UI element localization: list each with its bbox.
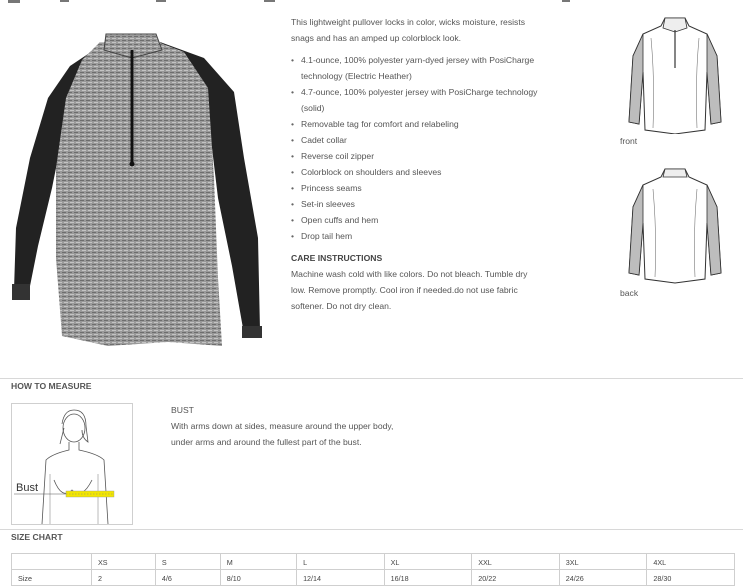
size-header-cell: XL <box>384 554 472 570</box>
feature-item: • Reverse coil zipper <box>291 148 541 164</box>
product-photo <box>8 28 270 350</box>
size-header-cell: 3XL <box>559 554 647 570</box>
front-sketch <box>625 12 725 134</box>
feature-item: • Open cuffs and hem <box>291 212 541 228</box>
how-to-measure-heading: HOW TO MEASURE <box>11 381 92 391</box>
back-sketch <box>625 165 725 287</box>
size-value-cell: 16/18 <box>384 570 472 586</box>
back-label: back <box>620 288 639 298</box>
size-value-cell: 12/14 <box>297 570 385 586</box>
feature-item: • Cadet collar <box>291 132 541 148</box>
size-row-label: Size <box>12 570 92 586</box>
size-value-cell: 8/10 <box>220 570 296 586</box>
table-corner-cell <box>12 554 92 570</box>
size-chart-table <box>11 553 735 586</box>
size-header-cell: 4XL <box>647 554 735 570</box>
size-value-cell: 28/30 <box>647 570 735 586</box>
size-value-cell: 20/22 <box>472 570 560 586</box>
size-header-cell: XS <box>92 554 156 570</box>
care-instructions-heading: CARE INSTRUCTIONS <box>291 253 383 263</box>
care-instructions-text: Machine wash cold with like colors. Do not bleach. Tumble dry low. Remove promptly. Cool iron if needed.do not use fabric softener. Do not dry clean. <box>291 269 528 311</box>
bust-diagram-label: Bust <box>16 482 39 494</box>
size-header-cell: L <box>297 554 385 570</box>
bust-measure-diagram <box>11 403 133 525</box>
size-value-cell: 4/6 <box>155 570 220 586</box>
size-chart-heading: SIZE CHART <box>11 532 63 542</box>
size-header-cell: S <box>155 554 220 570</box>
feature-item: • 4.7-ounce, 100% polyester jersey with PosiCharge technology (solid) <box>291 84 541 116</box>
feature-item: • Colorblock on shoulders and sleeves <box>291 164 541 180</box>
size-value-cell: 24/26 <box>559 570 647 586</box>
feature-item: • Set-in sleeves <box>291 196 541 212</box>
feature-list <box>291 52 541 244</box>
size-header-row <box>12 554 735 570</box>
cropped-heading-remnant <box>0 0 743 2</box>
divider <box>0 529 743 530</box>
size-header-cell: XXL <box>472 554 560 570</box>
bust-instructions <box>171 402 411 450</box>
size-value-row <box>12 570 735 586</box>
size-value-cell: 2 <box>92 570 156 586</box>
front-label: front <box>620 136 638 146</box>
feature-item: • Princess seams <box>291 180 541 196</box>
divider <box>0 378 743 379</box>
bust-description: With arms down at sides, measure around the upper body, under arms and around the fullest part of the bust. <box>171 421 394 447</box>
bust-heading: BUST <box>171 405 194 415</box>
feature-item: • Drop tail hem <box>291 228 541 244</box>
product-description <box>291 14 541 314</box>
size-header-cell: M <box>220 554 296 570</box>
feature-item: • Removable tag for comfort and relabeling <box>291 116 541 132</box>
description-intro: This lightweight pullover locks in color, wicks moisture, resists snags and has an amped up colorblock look. <box>291 17 526 43</box>
feature-item: • 4.1-ounce, 100% polyester yarn-dyed jersey with PosiCharge technology (Electric Heather) <box>291 52 541 84</box>
